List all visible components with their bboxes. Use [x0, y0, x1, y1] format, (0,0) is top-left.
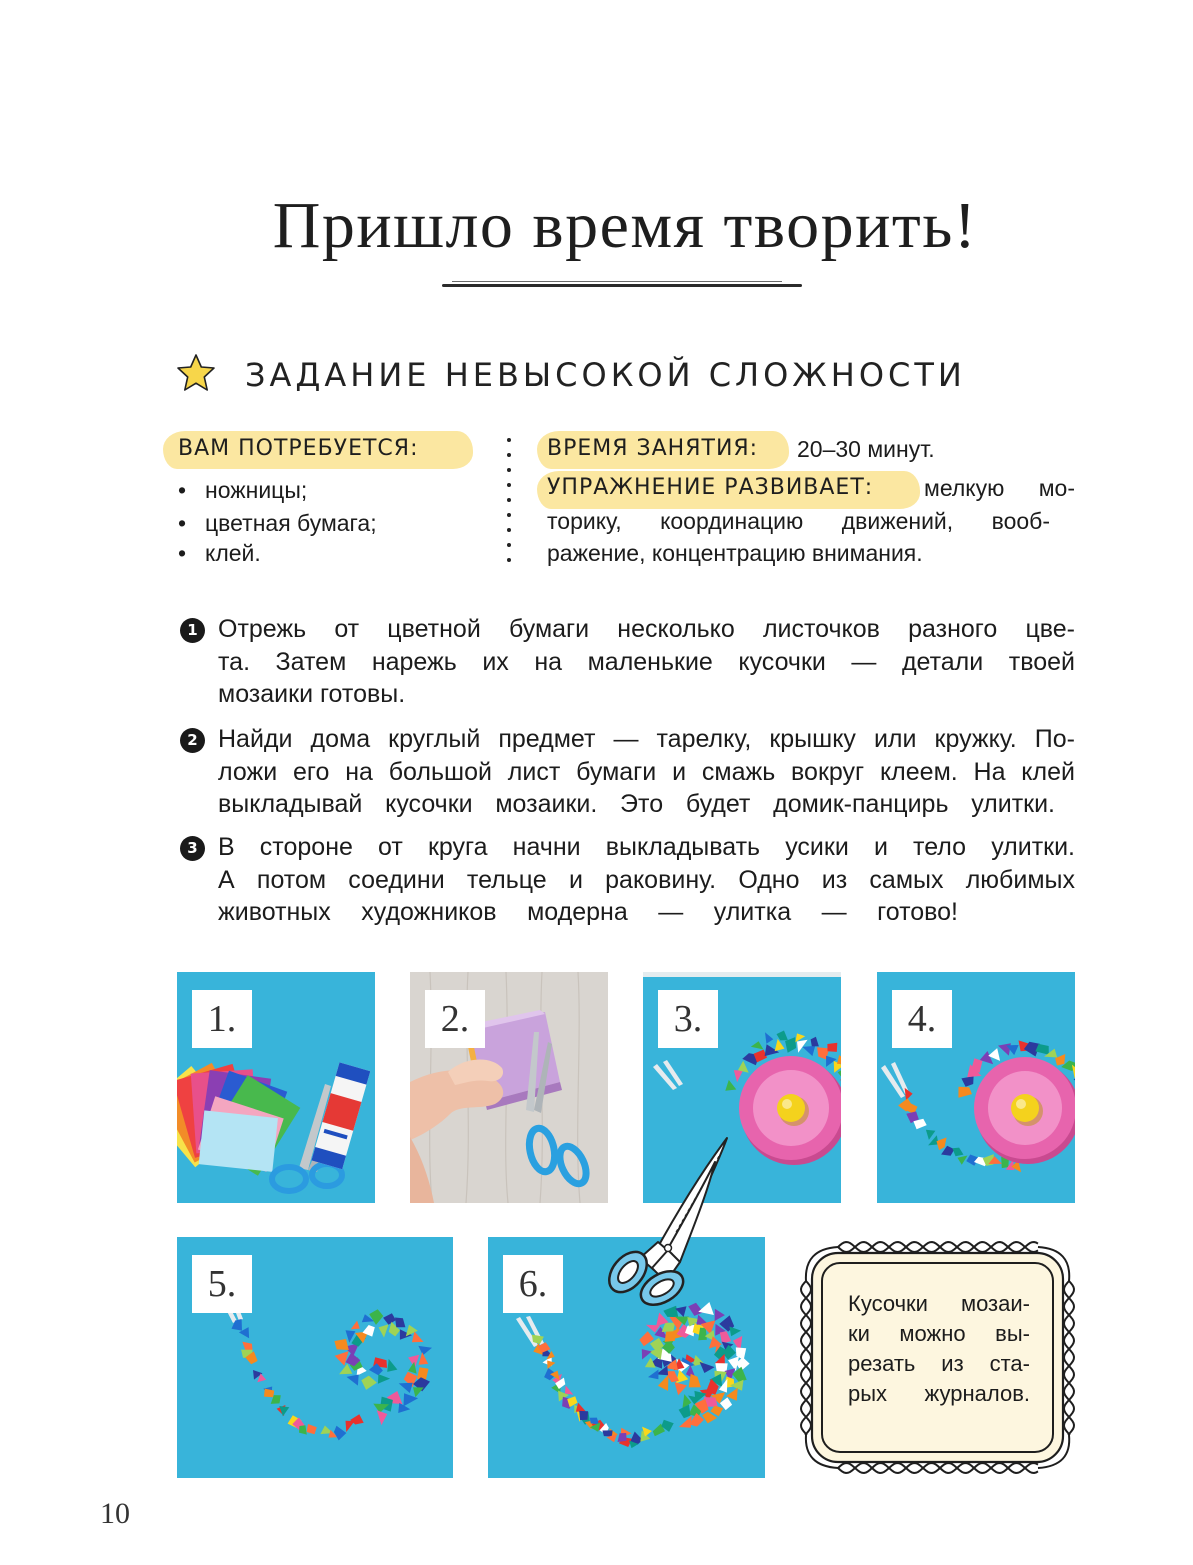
develops-line: торику, координацию движений, вооб-	[547, 508, 1050, 534]
step-3-line: А потом соедини тельце и раковину. Одно из самых любимых	[218, 866, 1075, 894]
difficulty-heading: ЗАДАНИЕ НЕВЫСОКОЙ СЛОЖНОСТИ	[245, 356, 966, 394]
mosaic-piece	[827, 1043, 837, 1052]
dotted-divider	[503, 436, 515, 568]
title-underline-thin	[452, 281, 782, 282]
title-underline	[442, 284, 802, 287]
step-2-line: выкладывай кусочки мозаики. Это будет домик-панцирь улитки.	[218, 790, 1055, 818]
star-icon	[176, 353, 216, 393]
photo-cutting	[410, 972, 608, 1203]
bullet-icon: •	[178, 477, 187, 503]
photo-materials	[177, 972, 375, 1203]
list-item	[178, 474, 186, 506]
step-3-line: В стороне от круга начни выкладывать усики и тело улитки.	[218, 833, 1075, 861]
list-item	[178, 507, 186, 539]
photo-label: 3.	[658, 990, 718, 1048]
photo-label: 6.	[503, 1255, 563, 1313]
scissors-icon	[596, 1132, 736, 1307]
step-2-line: ложи его на большой лист бумаги и смажь вокруг клеем. На клей	[218, 758, 1075, 786]
tip-line: ки можно вы-	[848, 1321, 1030, 1346]
step-number-badge: 1	[180, 618, 205, 643]
mosaic-piece	[602, 1430, 612, 1436]
step-1-line: мозаики готовы.	[218, 680, 406, 708]
page-title: Пришло время творить!	[272, 189, 978, 262]
step-number-badge: 2	[180, 728, 205, 753]
photo-label: 4.	[892, 990, 952, 1048]
bullet-icon: •	[178, 540, 187, 566]
list-item	[178, 537, 186, 569]
tip-line: рых журналов.	[848, 1381, 1030, 1406]
step-2-line: Найди дома круглый предмет — тарелку, крышку или кружку. По-	[218, 725, 1075, 753]
bullet-icon: •	[178, 510, 187, 536]
step-1-line: Отрежь от цветной бумаги несколько листочков разного цве-	[218, 615, 1075, 643]
photo-label: 5.	[192, 1255, 252, 1313]
tip-line: Кусочки мозаи-	[848, 1291, 1030, 1316]
materials-item-paper: цветная бумага;	[205, 510, 377, 536]
photo-snail-progress	[177, 1237, 453, 1478]
develops-line: ражение, концентрацию внимания.	[547, 540, 923, 566]
photo-shell-body	[877, 972, 1075, 1203]
materials-item-scissors: ножницы;	[205, 477, 308, 503]
step-number-badge: 3	[180, 836, 205, 861]
page-number: 10	[100, 1497, 130, 1530]
duration-label: ВРЕМЯ ЗАНЯТИЯ:	[547, 436, 759, 461]
duration-value: 20–30 минут.	[797, 436, 935, 462]
mosaic-piece	[579, 1411, 588, 1420]
materials-label: ВАМ ПОТРЕБУЕТСЯ:	[178, 436, 419, 461]
step-1-line: та. Затем нарежь их на маленькие кусочки — детали твоей	[218, 648, 1075, 676]
photo-label: 2.	[425, 990, 485, 1048]
develops-label: УПРАЖНЕНИЕ РАЗВИВАЕТ:	[547, 475, 874, 500]
step-3-line: животных художников модерна — улитка — готово!	[218, 898, 958, 926]
tip-box	[800, 1237, 1075, 1478]
develops-line: мелкую мо-	[924, 475, 1075, 501]
tip-line: резать из ста-	[848, 1351, 1030, 1376]
photo-label: 1.	[192, 990, 252, 1048]
materials-item-glue: клей.	[205, 540, 261, 566]
tip-text	[848, 1289, 1030, 1409]
